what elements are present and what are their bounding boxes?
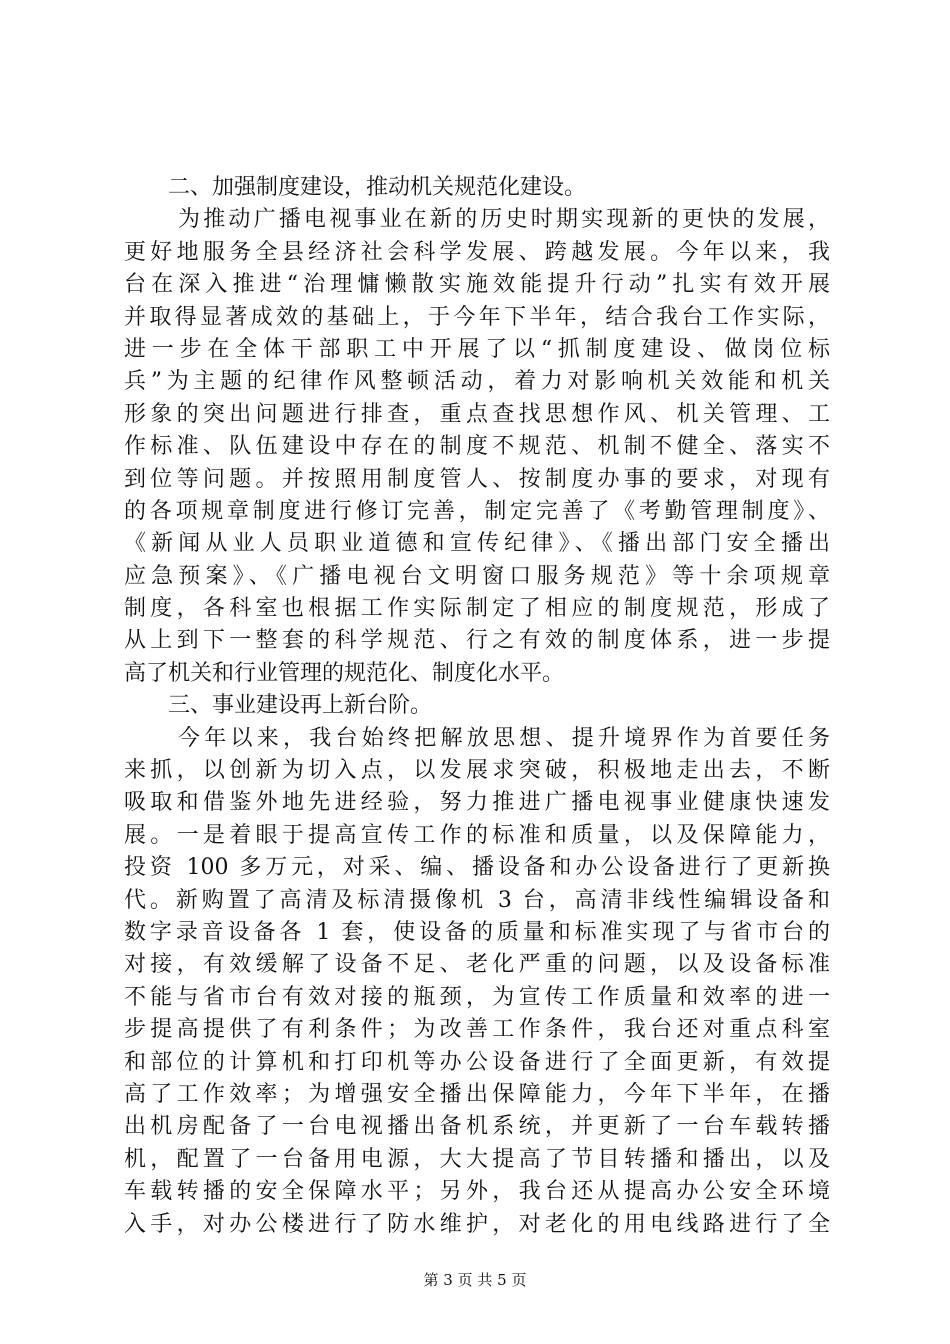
paragraph-line: 入手，对办公楼进行了防水维护，对老化的用电线路进行了全 (124, 1211, 830, 1237)
paragraph-line: 制度，各科室也根据工作实际制定了相应的制度规范，形成了 (124, 596, 830, 622)
paragraph-line: 形象的突出问题进行排查，重点查找思想作风、机关管理、工 (124, 401, 830, 427)
paragraph-line: 代。新购置了高清及标清摄像机 3 台，高清非线性编辑设备和 (124, 887, 830, 913)
paragraph-line: 展。一是着眼于提高宣传工作的标准和质量，以及保障能力， (124, 822, 830, 848)
paragraph-line: 《新闻从业人员职业道德和宣传纪律》、《播出部门安全播出 (124, 531, 830, 557)
paragraph-line: 车载转播的安全保障水平；另外，我台还从提高办公安全环境 (124, 1179, 830, 1205)
paragraph-line: 数字录音设备各 1 套，使设备的质量和标准实现了与省市台的 (124, 919, 830, 945)
paragraph-line: 吸取和借鉴外地先进经验，努力推进广播电视事业健康快速发 (124, 790, 830, 816)
paragraph-line: 高了工作效率；为增强安全播出保障能力，今年下半年，在播 (124, 1081, 830, 1107)
section-heading: 二、加强制度建设，推动机关规范化建设。 (168, 175, 587, 200)
paragraph-line: 不能与省市台有效对接的瓶颈，为宣传工作质量和效率的进一 (124, 984, 830, 1010)
page-number-footer: 第 3 页 共 5 页 (423, 1271, 527, 1289)
paragraph-line: 来抓，以创新为切入点，以发展求突破，积极地走出去，不断 (124, 758, 830, 784)
paragraph-line: 到位等问题。并按照用制度管人、按制度办事的要求，对现有 (124, 466, 830, 492)
document-body (124, 172, 830, 1241)
paragraph-line: 步提高提供了有利条件；为改善工作条件，我台还对重点科室 (124, 1017, 830, 1043)
section-paragraph (124, 204, 830, 690)
paragraph-line: 出机房配备了一台电视播出备机系统，并更新了一台车载转播 (124, 1114, 830, 1140)
paragraph-line: 投资 100 多万元，对采、编、播设备和办公设备进行了更新换 (124, 855, 830, 881)
paragraph-line: 机，配置了一台备用电源，大大提高了节目转播和播出，以及 (124, 1146, 830, 1172)
paragraph-line: 从上到下一整套的科学规范、行之有效的制度体系，进一步提 (124, 628, 830, 654)
paragraph-line: 为推动广播电视事业在新的历史时期实现新的更快的发展， (178, 207, 830, 233)
paragraph-line: 并取得显著成效的基础上，于今年下半年，结合我台工作实际， (124, 304, 830, 330)
paragraph-line: 更好地服务全县经济社会科学发展、跨越发展。今年以来，我 (124, 239, 830, 265)
paragraph-line: 和部位的计算机和打印机等办公设备进行了全面更新，有效提 (124, 1049, 830, 1075)
paragraph-line: 今年以来，我台始终把解放思想、提升境界作为首要任务 (178, 725, 830, 751)
paragraph-line: 作标准、队伍建设中存在的制度不规范、机制不健全、落实不 (124, 434, 830, 460)
paragraph-line: 兵”为主题的纪律作风整顿活动，着力对影响机关效能和机关 (124, 369, 830, 395)
paragraph-line: 台在深入推进“治理慵懒散实施效能提升行动”扎实有效开展 (124, 272, 830, 298)
paragraph-line: 的各项规章制度进行修订完善，制定完善了《考勤管理制度》、 (124, 498, 830, 524)
section-paragraph (124, 723, 830, 1241)
paragraph-line: 对接，有效缓解了设备不足、老化严重的问题，以及设备标准 (124, 952, 830, 978)
paragraph-line: 高了机关和行业管理的规范化、制度化水平。 (124, 660, 565, 686)
paragraph-line: 应急预案》、《广播电视台文明窗口服务规范》等十余项规章 (124, 563, 830, 589)
section-heading: 三、事业建设再上新台阶。 (168, 693, 433, 719)
paragraph-line: 进一步在全体干部职工中开展了以“抓制度建设、做岗位标 (124, 336, 830, 362)
